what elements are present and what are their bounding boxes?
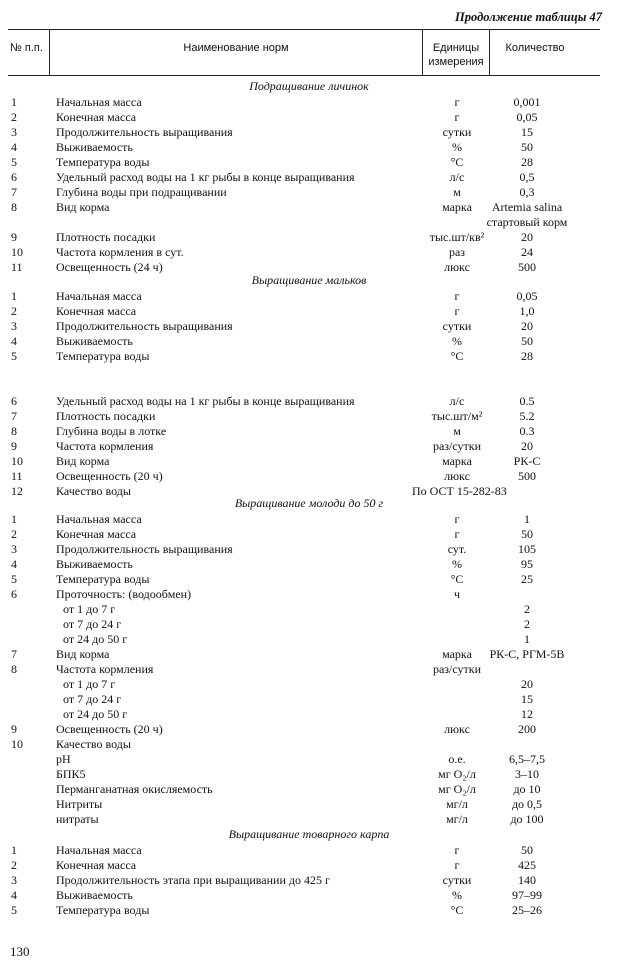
table-row	[0, 185, 618, 200]
table-row	[0, 110, 618, 125]
row-unit: марка	[442, 647, 472, 661]
table-row	[0, 304, 618, 319]
row-quantity: 0,05	[516, 110, 538, 124]
row-unit: °С	[450, 903, 464, 917]
row-unit: °С	[450, 155, 464, 169]
row-unit: л/с	[449, 170, 465, 184]
row-quantity: 50	[521, 140, 533, 154]
row-number: 2	[11, 858, 17, 872]
row-number: 9	[11, 230, 17, 244]
row-number: 2	[11, 527, 17, 541]
row-number: 7	[11, 185, 17, 199]
row-number: 10	[11, 737, 23, 751]
row-name: от 7 до 24 г	[63, 692, 122, 706]
row-number: 6	[11, 170, 17, 184]
row-name: Частота кормления	[56, 662, 154, 676]
table-row	[0, 662, 618, 677]
row-quantity: 15	[521, 125, 533, 139]
table-row	[0, 469, 618, 484]
row-quantity: 105	[518, 542, 536, 556]
row-number: 5	[11, 349, 17, 363]
row-quantity: 15	[521, 692, 533, 706]
header-num: № п.п.	[10, 42, 43, 54]
table-row	[0, 125, 618, 140]
row-name: от 1 до 7 г	[63, 602, 116, 616]
row-unit: сутки	[442, 125, 472, 139]
row-number: 1	[11, 512, 17, 526]
table-row	[0, 289, 618, 304]
row-unit: г	[454, 843, 460, 857]
row-quantity: 50	[521, 527, 533, 541]
row-name: Глубина воды при подращивании	[56, 185, 227, 199]
header-qty: Количество	[505, 42, 565, 54]
row-name: Частота кормления в сут.	[56, 245, 184, 259]
row-quantity: 50	[521, 334, 533, 348]
row-quantity: 24	[521, 245, 533, 259]
row-unit: г	[454, 304, 460, 318]
row-number: 1	[11, 95, 17, 109]
row-unit: мг/л	[446, 797, 468, 811]
table-row	[0, 677, 618, 692]
row-number: 1	[11, 289, 17, 303]
table-row	[0, 557, 618, 572]
row-quantity: до 0,5	[511, 797, 543, 811]
row-name: Выживаемость	[56, 334, 133, 348]
row-unit: люкс	[444, 722, 470, 736]
table-row	[0, 888, 618, 903]
row-name: Продолжительность выращивания	[56, 319, 233, 333]
section-title: Подращивание личинок	[249, 79, 369, 93]
table-row	[0, 692, 618, 707]
row-number: 6	[11, 394, 17, 408]
section-title: Выращивание товарного карпа	[228, 827, 390, 841]
row-name: Конечная масса	[56, 858, 137, 872]
row-unit: тыс.шт/кв²	[429, 230, 485, 244]
row-unit: л/с	[449, 394, 465, 408]
row-number: 5	[11, 903, 17, 917]
row-name: от 24 до 50 г	[63, 707, 128, 721]
row-unit: сутки	[442, 873, 472, 887]
row-quantity: 500	[518, 260, 536, 274]
row-unit: %	[452, 140, 462, 154]
row-name: Глубина воды в лотке	[56, 424, 167, 438]
row-unit: мг/л	[446, 812, 468, 826]
row-name: Конечная масса	[56, 527, 137, 541]
table-row	[0, 873, 618, 888]
row-unit: раз/сутки	[432, 662, 482, 676]
table-row	[0, 843, 618, 858]
row-unit: сут.	[447, 542, 467, 556]
row-number: 12	[11, 484, 23, 498]
row-quantity: 1	[524, 512, 530, 526]
row-name: от 7 до 24 г	[63, 617, 122, 631]
table-row	[0, 542, 618, 557]
row-unit: раз/сутки	[432, 439, 482, 453]
row-unit: люкс	[444, 469, 470, 483]
table-row	[0, 587, 618, 602]
row-name: Начальная масса	[56, 95, 142, 109]
row-quantity: 20	[521, 439, 533, 453]
row-number: 11	[11, 469, 23, 483]
row-name: Проточность: (водообмен)	[56, 587, 192, 601]
section-title: Выращивание мальков	[251, 273, 367, 287]
row-number: 8	[11, 424, 17, 438]
row-number: 5	[11, 155, 17, 169]
row-quantity: 0,5	[519, 170, 535, 184]
row-quantity: 28	[521, 349, 533, 363]
table-row	[0, 230, 618, 245]
row-name: рН	[56, 752, 71, 766]
page-number: 130	[10, 944, 30, 959]
row-number: 4	[11, 888, 17, 902]
row-name: Продолжительность этапа при выращивании до 425 г	[56, 873, 330, 887]
row-unit: г	[454, 858, 460, 872]
table-row	[0, 767, 618, 782]
row-name: Продолжительность выращивания	[56, 542, 233, 556]
row-unit: %	[452, 888, 462, 902]
row-name: Начальная масса	[56, 843, 142, 857]
row-name: Плотность посадки	[56, 409, 156, 423]
table-row	[0, 170, 618, 185]
table-row	[0, 319, 618, 334]
row-unit: мг О₂/л	[438, 782, 476, 796]
row-number: 9	[11, 722, 17, 736]
row-unit: г	[454, 95, 460, 109]
header-unit-line1: Единицы	[432, 42, 480, 54]
table-row	[0, 647, 618, 662]
table-row	[0, 155, 618, 170]
row-unit: люкс	[444, 260, 470, 274]
row-number: 2	[11, 304, 17, 318]
table-row	[0, 632, 618, 647]
table-row	[0, 858, 618, 873]
row-name: Удельный расход воды на 1 кг рыбы в конце выращивания	[56, 170, 355, 184]
row-number: 4	[11, 334, 17, 348]
row-unit: %	[452, 334, 462, 348]
table-row	[0, 245, 618, 260]
row-unit: сутки	[442, 319, 472, 333]
row-quantity: 0.5	[519, 394, 535, 408]
row-quantity: 28	[521, 155, 533, 169]
row-name: БПК5	[56, 767, 86, 781]
row-name: Частота кормления	[56, 439, 154, 453]
table-row	[0, 737, 618, 752]
row-quantity: 97–99	[512, 888, 542, 902]
table-row	[0, 572, 618, 587]
row-quantity: 6,5–7,5	[509, 752, 545, 766]
row-name: Вид корма	[56, 200, 110, 214]
row-quantity: РК-С	[513, 454, 541, 468]
row-number: 10	[11, 245, 23, 259]
row-name: Вид корма	[56, 454, 110, 468]
row-unit: г	[454, 289, 460, 303]
table-row	[0, 95, 618, 110]
table-row	[0, 454, 618, 469]
table-row	[0, 752, 618, 767]
row-name: Качество воды	[56, 484, 131, 498]
row-name: Выживаемость	[56, 140, 133, 154]
row-unit: мг О₂/л	[438, 767, 476, 781]
table-row	[0, 512, 618, 527]
section-title: Выращивание молоди до 50 г	[234, 496, 384, 510]
row-quantity: 3–10	[515, 767, 539, 781]
table-row	[0, 334, 618, 349]
row-quantity: Artemia salina	[491, 200, 563, 214]
row-quantity: 0,001	[513, 95, 541, 109]
table-row	[0, 424, 618, 439]
row-unit: марка	[442, 454, 472, 468]
row-name: Температура воды	[56, 155, 150, 169]
row-quantity: 200	[518, 722, 536, 736]
row-name: Температура воды	[56, 349, 150, 363]
table-row	[0, 602, 618, 617]
row-number: 4	[11, 557, 17, 571]
row-unit: г	[454, 527, 460, 541]
row-quantity: 2	[524, 602, 530, 616]
row-name: Температура воды	[56, 572, 150, 586]
row-name: Выживаемость	[56, 888, 133, 902]
row-number: 7	[11, 647, 17, 661]
table-row	[0, 394, 618, 409]
table-row	[0, 409, 618, 424]
row-unit: г	[454, 110, 460, 124]
row-number: 8	[11, 200, 17, 214]
header-bottom-rule	[8, 75, 600, 76]
row-quantity: 95	[521, 557, 533, 571]
row-unit: г	[454, 512, 460, 526]
row-number: 1	[11, 843, 17, 857]
row-unit: %	[452, 557, 462, 571]
row-quantity: 0,3	[519, 185, 535, 199]
row-name: Выживаемость	[56, 557, 133, 571]
row-name: Плотность посадки	[56, 230, 156, 244]
row-name: Освещенность (20 ч)	[56, 722, 163, 736]
row-quantity: 20	[521, 230, 533, 244]
row-name: Конечная масса	[56, 110, 137, 124]
row-name: Освещенность (24 ч)	[56, 260, 163, 274]
row-name: Начальная масса	[56, 289, 142, 303]
row-quantity: 20	[521, 677, 533, 691]
table-row	[0, 215, 618, 230]
table-row	[0, 349, 618, 364]
row-quantity: 50	[521, 843, 533, 857]
row-quantity: 25–26	[512, 903, 542, 917]
row-number: 3	[11, 125, 17, 139]
table-row	[0, 200, 618, 215]
row-quantity: 5.2	[519, 409, 535, 423]
header-unit-line2: измерения	[428, 56, 484, 68]
row-name: Перманганатная окисляемость	[56, 782, 213, 796]
row-number: 2	[11, 110, 17, 124]
row-quantity: 12	[521, 707, 533, 721]
row-number: 3	[11, 873, 17, 887]
row-name: Температура воды	[56, 903, 150, 917]
table-row	[0, 782, 618, 797]
row-unit: °С	[450, 572, 464, 586]
table-row	[0, 527, 618, 542]
row-quantity: 20	[521, 319, 533, 333]
row-unit: м	[453, 185, 461, 199]
row-unit: ч	[453, 587, 461, 601]
row-number: 11	[11, 260, 23, 274]
row-quantity: до 100	[510, 812, 544, 826]
row-quantity: РК-С, РГМ-5В	[489, 647, 565, 661]
row-name: Качество воды	[56, 737, 131, 751]
table-row	[0, 439, 618, 454]
row-number: 3	[11, 542, 17, 556]
row-unit: По ОСТ 15-282-83	[412, 484, 507, 498]
row-quantity: 0.3	[519, 424, 535, 438]
header-name: Наименование норм	[183, 42, 289, 54]
row-number: 8	[11, 662, 17, 676]
row-name: Конечная масса	[56, 304, 137, 318]
row-quantity: 1	[524, 632, 530, 646]
row-name: Удельный расход воды на 1 кг рыбы в конце выращивания	[56, 394, 355, 408]
row-name: Нитриты	[56, 797, 103, 811]
row-name: Вид корма	[56, 647, 110, 661]
row-quantity: 2	[524, 617, 530, 631]
row-unit: м	[453, 424, 461, 438]
row-name: Освещенность (20 ч)	[56, 469, 163, 483]
row-name: от 24 до 50 г	[63, 632, 128, 646]
row-number: 3	[11, 319, 17, 333]
row-quantity: 140	[518, 873, 536, 887]
table-row	[0, 812, 618, 827]
row-number: 6	[11, 587, 17, 601]
row-quantity: 25	[521, 572, 533, 586]
row-unit: о.е.	[448, 752, 466, 766]
row-number: 5	[11, 572, 17, 586]
table-row	[0, 140, 618, 155]
table-row	[0, 722, 618, 737]
row-quantity: 0,05	[516, 289, 538, 303]
header-top-rule	[8, 29, 600, 30]
row-name: от 1 до 7 г	[63, 677, 116, 691]
row-number: 9	[11, 439, 17, 453]
table-caption: Продолжение таблицы 47	[455, 10, 602, 24]
row-quantity: до 10	[513, 782, 541, 796]
row-name: Продолжительность выращивания	[56, 125, 233, 139]
row-unit: °С	[450, 349, 464, 363]
row-unit: марка	[442, 200, 472, 214]
row-quantity: 500	[518, 469, 536, 483]
row-quantity: 1,0	[519, 304, 535, 318]
row-number: 10	[11, 454, 23, 468]
row-unit: раз	[448, 245, 466, 259]
row-quantity: 425	[518, 858, 536, 872]
row-quantity: стартовый корм	[486, 215, 568, 229]
table-row	[0, 797, 618, 812]
table-row	[0, 903, 618, 918]
row-unit: тыс.шт/м²	[431, 409, 483, 423]
row-number: 4	[11, 140, 17, 154]
row-name: нитраты	[56, 812, 99, 826]
table-row	[0, 707, 618, 722]
table-row	[0, 617, 618, 632]
row-name: Начальная масса	[56, 512, 142, 526]
row-number: 7	[11, 409, 17, 423]
